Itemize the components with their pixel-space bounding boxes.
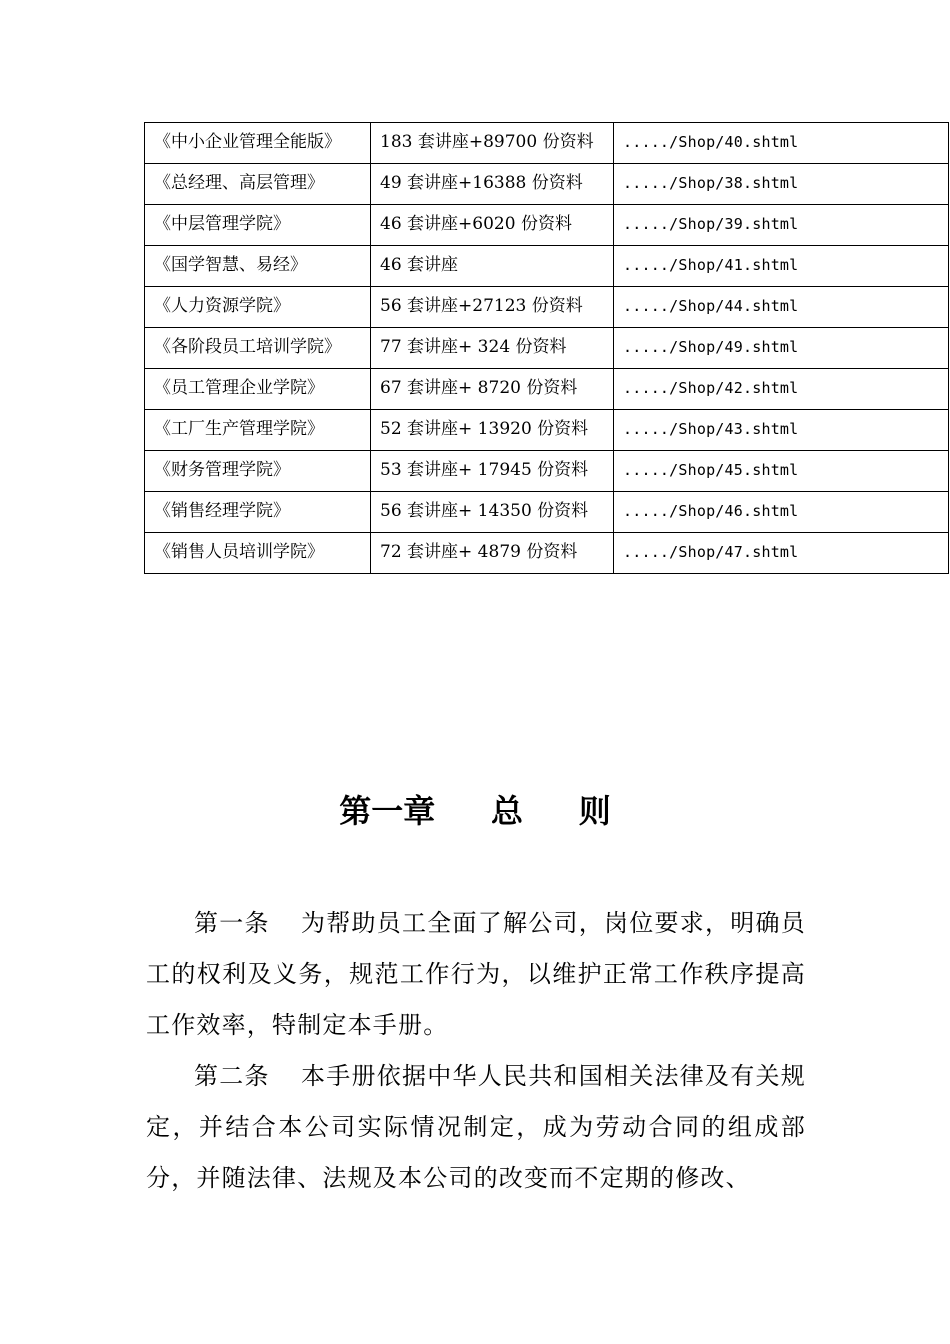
chapter-body bbox=[146, 898, 806, 1204]
table-row bbox=[145, 205, 949, 246]
article-1-text: 为帮助员工全面了解公司，岗位要求，明确员工的权利及义务，规范工作行为，以维护正常工作秩序提高工作效率，特制定本手册。 bbox=[146, 909, 806, 1039]
course-count-cell: 52 套讲座+ 13920 份资料 bbox=[371, 410, 614, 451]
course-link-cell[interactable]: ...../Shop/45.shtml bbox=[614, 451, 949, 492]
course-count-cell: 49 套讲座+16388 份资料 bbox=[371, 164, 614, 205]
course-count-cell: 183 套讲座+89700 份资料 bbox=[371, 123, 614, 164]
table-row bbox=[145, 369, 949, 410]
course-count-cell: 46 套讲座+6020 份资料 bbox=[371, 205, 614, 246]
article-2-label: 第二条 bbox=[194, 1062, 270, 1090]
course-count-cell: 77 套讲座+ 324 份资料 bbox=[371, 328, 614, 369]
table-row bbox=[145, 287, 949, 328]
course-name-cell: 《员工管理企业学院》 bbox=[145, 369, 371, 410]
article-1-label: 第一条 bbox=[194, 909, 270, 937]
table-row bbox=[145, 328, 949, 369]
course-link-cell[interactable]: ...../Shop/44.shtml bbox=[614, 287, 949, 328]
course-link-cell[interactable]: ...../Shop/47.shtml bbox=[614, 533, 949, 574]
table-row bbox=[145, 451, 949, 492]
course-name-cell: 《财务管理学院》 bbox=[145, 451, 371, 492]
course-link-cell[interactable]: ...../Shop/40.shtml bbox=[614, 123, 949, 164]
article-2-text: 本手册依据中华人民共和国相关法律及有关规定，并结合本公司实际情况制定，成为劳动合同的组成部分，并随法律、法规及本公司的改变而不定期的修改、 bbox=[146, 1062, 806, 1192]
course-count-cell: 56 套讲座+27123 份资料 bbox=[371, 287, 614, 328]
table-row bbox=[145, 246, 949, 287]
course-link-cell[interactable]: ...../Shop/39.shtml bbox=[614, 205, 949, 246]
chapter-title: 第一章 总 则 bbox=[339, 792, 611, 830]
course-link-cell[interactable]: ...../Shop/46.shtml bbox=[614, 492, 949, 533]
table-row bbox=[145, 533, 949, 574]
course-count-cell: 72 套讲座+ 4879 份资料 bbox=[371, 533, 614, 574]
course-link-cell[interactable]: ...../Shop/38.shtml bbox=[614, 164, 949, 205]
catalog-table bbox=[144, 122, 949, 574]
course-name-cell: 《中层管理学院》 bbox=[145, 205, 371, 246]
course-name-cell: 《销售人员培训学院》 bbox=[145, 533, 371, 574]
course-name-cell: 《各阶段员工培训学院》 bbox=[145, 328, 371, 369]
course-count-cell: 67 套讲座+ 8720 份资料 bbox=[371, 369, 614, 410]
table-row bbox=[145, 492, 949, 533]
table-row bbox=[145, 164, 949, 205]
article-1 bbox=[146, 898, 806, 1051]
catalog-table-body bbox=[145, 123, 949, 574]
table-row bbox=[145, 123, 949, 164]
course-link-cell[interactable]: ...../Shop/43.shtml bbox=[614, 410, 949, 451]
course-name-cell: 《中小企业管理全能版》 bbox=[145, 123, 371, 164]
course-link-cell[interactable]: ...../Shop/49.shtml bbox=[614, 328, 949, 369]
course-name-cell: 《销售经理学院》 bbox=[145, 492, 371, 533]
course-name-cell: 《人力资源学院》 bbox=[145, 287, 371, 328]
course-link-cell[interactable]: ...../Shop/41.shtml bbox=[614, 246, 949, 287]
course-name-cell: 《总经理、高层管理》 bbox=[145, 164, 371, 205]
course-count-cell: 53 套讲座+ 17945 份资料 bbox=[371, 451, 614, 492]
course-name-cell: 《工厂生产管理学院》 bbox=[145, 410, 371, 451]
course-link-cell[interactable]: ...../Shop/42.shtml bbox=[614, 369, 949, 410]
course-count-cell: 56 套讲座+ 14350 份资料 bbox=[371, 492, 614, 533]
course-name-cell: 《国学智慧、易经》 bbox=[145, 246, 371, 287]
table-row bbox=[145, 410, 949, 451]
course-count-cell: 46 套讲座 bbox=[371, 246, 614, 287]
article-2 bbox=[146, 1051, 806, 1204]
